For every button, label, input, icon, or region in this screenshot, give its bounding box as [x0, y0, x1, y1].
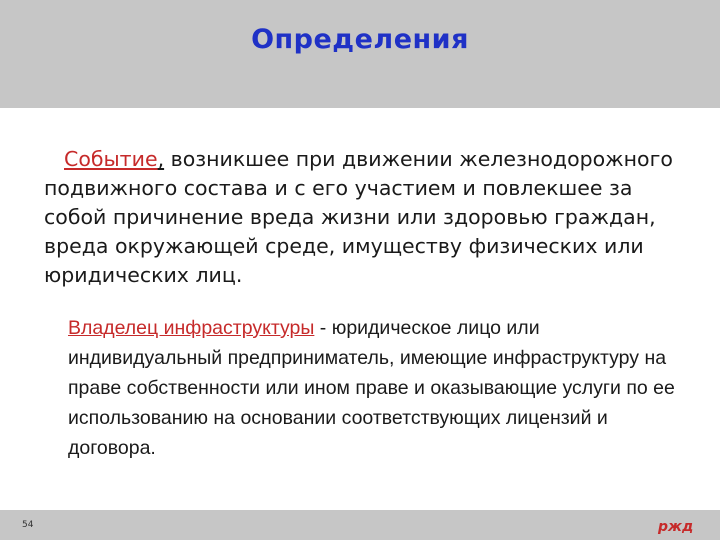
rzd-logo-icon	[656, 518, 696, 534]
definition-event	[44, 145, 684, 290]
term-event: Событие	[64, 147, 158, 171]
definition-event-body: железнодорожного подвижного состава и с его участием и повлекшее за собой причинение вреда жизни или здоровью граждан, вреда окружающей среде, имуществу физических или юридических лиц.	[44, 147, 673, 287]
page-number: 54	[22, 520, 34, 530]
definition-infrastructure-owner-body: - юридическое лицо или индивидуальный предприниматель, имеющие инфраструктуру на праве собственности или ином праве и оказывающие услуги по ее использованию на основании соответствующих лицензий и договора.	[68, 317, 675, 459]
term-event-comma: ,	[157, 147, 165, 171]
slide-title: Определения	[251, 24, 469, 55]
slide-footer	[0, 510, 720, 540]
rzd-logo-text: ржд	[658, 519, 694, 534]
definition-event-line1: возникшее при движении	[164, 147, 453, 171]
definition-infrastructure-owner	[68, 313, 688, 463]
term-infrastructure-owner: Владелец инфраструктуры	[68, 317, 315, 339]
